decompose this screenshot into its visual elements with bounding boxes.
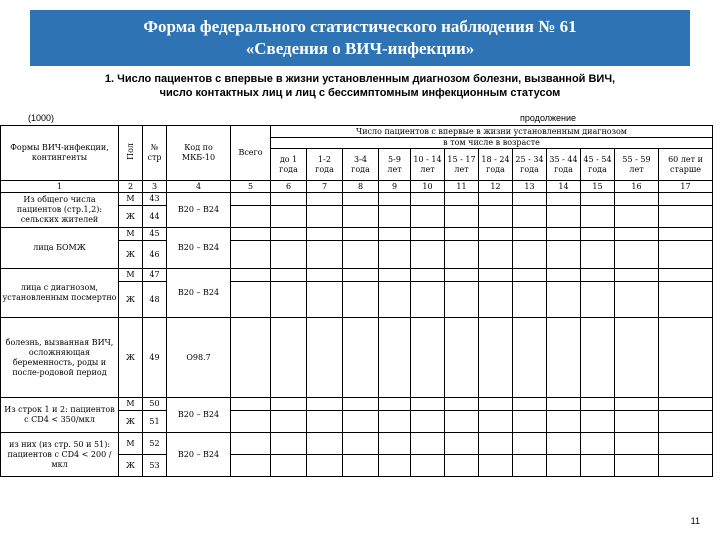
data-cell[interactable] (411, 206, 445, 228)
row-sex: М (119, 228, 143, 241)
header-age-6: 18 - 24 года (479, 149, 513, 181)
data-cell[interactable] (343, 269, 379, 282)
data-cell[interactable] (513, 228, 547, 241)
data-cell[interactable] (581, 228, 615, 241)
data-cell[interactable] (231, 282, 271, 318)
data-cell[interactable] (581, 455, 615, 477)
table-row (1, 398, 713, 411)
data-cell[interactable] (479, 241, 513, 269)
data-cell[interactable] (411, 455, 445, 477)
data-cell[interactable] (513, 282, 547, 318)
data-cell[interactable] (615, 193, 659, 206)
data-cell[interactable] (231, 398, 271, 411)
title-banner (30, 10, 690, 66)
row-number: 45 (143, 228, 167, 241)
column-number-1: 1 (1, 181, 119, 193)
header-age-11: 60 лет и старше (659, 149, 713, 181)
data-cell[interactable] (659, 206, 713, 228)
data-cell[interactable] (307, 433, 343, 455)
data-cell[interactable] (659, 455, 713, 477)
row-number: 50 (143, 398, 167, 411)
data-cell[interactable] (307, 193, 343, 206)
data-cell[interactable] (513, 241, 547, 269)
data-cell[interactable] (271, 228, 307, 241)
data-cell[interactable] (513, 455, 547, 477)
row-sex: Ж (119, 318, 143, 398)
data-cell[interactable] (615, 411, 659, 433)
data-cell[interactable] (411, 433, 445, 455)
data-cell[interactable] (343, 433, 379, 455)
data-cell[interactable] (659, 193, 713, 206)
row-icd-code: B20 – B24 (167, 193, 231, 228)
data-cell[interactable] (479, 206, 513, 228)
row-icd-code: B20 – B24 (167, 398, 231, 433)
data-cell[interactable] (231, 269, 271, 282)
data-cell[interactable] (379, 269, 411, 282)
column-number-14: 14 (547, 181, 581, 193)
header-total: Всего (231, 126, 271, 181)
header-age-0: до 1 года (271, 149, 307, 181)
data-cell[interactable] (615, 455, 659, 477)
data-cell[interactable] (379, 193, 411, 206)
header-age-1: 1-2 года (307, 149, 343, 181)
row-sex: Ж (119, 282, 143, 318)
data-cell[interactable] (445, 455, 479, 477)
data-cell[interactable] (659, 228, 713, 241)
data-cell[interactable] (307, 228, 343, 241)
data-cell[interactable] (445, 269, 479, 282)
data-cell[interactable] (445, 193, 479, 206)
data-cell[interactable] (445, 282, 479, 318)
data-cell[interactable] (513, 318, 547, 398)
header-age-3: 5-9 лет (379, 149, 411, 181)
column-number-13: 13 (513, 181, 547, 193)
data-cell[interactable] (411, 193, 445, 206)
data-cell[interactable] (271, 455, 307, 477)
data-cell[interactable] (231, 228, 271, 241)
column-number-3: 3 (143, 181, 167, 193)
data-cell[interactable] (231, 411, 271, 433)
data-cell[interactable] (307, 398, 343, 411)
data-cell[interactable] (411, 411, 445, 433)
data-cell[interactable] (547, 455, 581, 477)
data-cell[interactable] (479, 455, 513, 477)
statistics-table (0, 125, 713, 477)
data-cell[interactable] (411, 398, 445, 411)
data-cell[interactable] (379, 455, 411, 477)
data-cell[interactable] (307, 269, 343, 282)
data-cell[interactable] (343, 455, 379, 477)
title-line-2: «Сведения о ВИЧ-инфекции» (245, 39, 475, 58)
data-cell[interactable] (479, 398, 513, 411)
column-number-5: 5 (231, 181, 271, 193)
data-cell[interactable] (513, 193, 547, 206)
data-cell[interactable] (581, 206, 615, 228)
data-cell[interactable] (513, 411, 547, 433)
row-sex: Ж (119, 206, 143, 228)
data-cell[interactable] (231, 241, 271, 269)
data-cell[interactable] (307, 282, 343, 318)
subtitle-line-1: 1. Число пациентов с впервые в жизни установленным диагнозом болезни, вызванной ВИЧ, (104, 73, 616, 85)
column-number-7: 7 (307, 181, 343, 193)
data-cell[interactable] (581, 269, 615, 282)
data-cell[interactable] (231, 455, 271, 477)
header-icd-code: Код по МКБ-10 (167, 126, 231, 181)
data-cell[interactable] (271, 269, 307, 282)
data-cell[interactable] (231, 318, 271, 398)
data-cell[interactable] (271, 206, 307, 228)
data-cell[interactable] (581, 318, 615, 398)
data-cell[interactable] (547, 398, 581, 411)
data-cell[interactable] (581, 193, 615, 206)
table-row (1, 433, 713, 455)
data-cell[interactable] (231, 433, 271, 455)
row-sex: Ж (119, 241, 143, 269)
data-cell[interactable] (615, 398, 659, 411)
column-number-11: 11 (445, 181, 479, 193)
data-cell[interactable] (547, 241, 581, 269)
data-cell[interactable] (271, 433, 307, 455)
data-cell[interactable] (581, 398, 615, 411)
data-cell[interactable] (615, 269, 659, 282)
data-cell[interactable] (581, 241, 615, 269)
row-group-label: лица с диагнозом, установленным посмертно (1, 269, 119, 318)
row-number: 51 (143, 411, 167, 433)
table-row (1, 193, 713, 206)
row-icd-code: B20 – B24 (167, 269, 231, 318)
header-row-number: № стр (143, 126, 167, 181)
data-cell[interactable] (547, 206, 581, 228)
row-sex: М (119, 433, 143, 455)
data-cell[interactable] (547, 282, 581, 318)
data-cell[interactable] (343, 206, 379, 228)
data-cell[interactable] (479, 228, 513, 241)
column-number-4: 4 (167, 181, 231, 193)
data-cell[interactable] (411, 241, 445, 269)
row-number: 43 (143, 193, 167, 206)
row-sex: М (119, 398, 143, 411)
data-cell[interactable] (659, 398, 713, 411)
header-sex (119, 126, 143, 181)
data-cell[interactable] (379, 206, 411, 228)
data-cell[interactable] (513, 398, 547, 411)
data-cell[interactable] (659, 411, 713, 433)
page-number: 11 (690, 516, 700, 526)
table-row (1, 269, 713, 282)
data-cell[interactable] (479, 411, 513, 433)
table-row (1, 228, 713, 241)
data-cell[interactable] (615, 241, 659, 269)
column-number-10: 10 (411, 181, 445, 193)
data-cell[interactable] (479, 318, 513, 398)
row-number: 52 (143, 433, 167, 455)
data-cell[interactable] (547, 193, 581, 206)
row-number: 53 (143, 455, 167, 477)
data-cell[interactable] (271, 411, 307, 433)
column-number-row (1, 181, 713, 193)
data-cell[interactable] (659, 433, 713, 455)
data-cell[interactable] (411, 282, 445, 318)
data-cell[interactable] (659, 241, 713, 269)
data-cell[interactable] (307, 318, 343, 398)
data-cell[interactable] (615, 433, 659, 455)
column-number-8: 8 (343, 181, 379, 193)
header-forms: Формы ВИЧ-инфекции, контингенты (1, 126, 119, 181)
header-age-7: 25 - 34 года (513, 149, 547, 181)
row-group-label: Из общего числа пациентов (стр.1,2): сельских жителей (1, 193, 119, 228)
data-cell[interactable] (343, 398, 379, 411)
row-sex: М (119, 269, 143, 282)
data-cell[interactable] (379, 398, 411, 411)
column-number-17: 17 (659, 181, 713, 193)
data-cell[interactable] (547, 433, 581, 455)
header-group-ages: в том числе в возрасте (271, 138, 713, 149)
data-cell[interactable] (547, 411, 581, 433)
data-cell[interactable] (581, 282, 615, 318)
header-age-9: 45 - 54 года (581, 149, 615, 181)
data-cell[interactable] (547, 318, 581, 398)
data-cell[interactable] (513, 206, 547, 228)
data-cell[interactable] (547, 269, 581, 282)
column-number-15: 15 (581, 181, 615, 193)
data-cell[interactable] (445, 206, 479, 228)
column-number-12: 12 (479, 181, 513, 193)
data-cell[interactable] (343, 411, 379, 433)
data-cell[interactable] (379, 241, 411, 269)
data-cell[interactable] (615, 206, 659, 228)
data-cell[interactable] (615, 318, 659, 398)
row-group-label: из них (из стр. 50 и 51): пациентов с CD4 < 200 /мкл (1, 433, 119, 477)
column-number-6: 6 (271, 181, 307, 193)
data-cell[interactable] (547, 228, 581, 241)
row-number: 48 (143, 282, 167, 318)
data-cell[interactable] (411, 318, 445, 398)
data-cell[interactable] (479, 193, 513, 206)
data-cell[interactable] (271, 193, 307, 206)
row-group-label: лица БОМЖ (1, 228, 119, 269)
title-line-1: Форма федерального статистического наблюдения № 61 (143, 17, 577, 36)
data-cell[interactable] (445, 398, 479, 411)
header-age-8: 35 - 44 года (547, 149, 581, 181)
data-cell[interactable] (479, 282, 513, 318)
data-cell[interactable] (581, 433, 615, 455)
data-cell[interactable] (307, 455, 343, 477)
data-cell[interactable] (343, 193, 379, 206)
unit-code: (1000) (28, 113, 55, 123)
header-age-2: 3-4 года (343, 149, 379, 181)
data-cell[interactable] (379, 282, 411, 318)
data-cell[interactable] (231, 193, 271, 206)
row-number: 44 (143, 206, 167, 228)
header-age-4: 10 - 14 лет (411, 149, 445, 181)
row-number: 46 (143, 241, 167, 269)
data-cell[interactable] (513, 433, 547, 455)
row-sex: Ж (119, 411, 143, 433)
data-cell[interactable] (445, 318, 479, 398)
data-cell[interactable] (271, 398, 307, 411)
data-cell[interactable] (445, 241, 479, 269)
row-sex: Ж (119, 455, 143, 477)
data-cell[interactable] (307, 241, 343, 269)
data-cell[interactable] (343, 282, 379, 318)
data-cell[interactable] (513, 269, 547, 282)
table-row (1, 318, 713, 398)
data-cell[interactable] (271, 241, 307, 269)
data-cell[interactable] (379, 318, 411, 398)
column-number-9: 9 (379, 181, 411, 193)
data-cell[interactable] (411, 228, 445, 241)
data-cell[interactable] (659, 269, 713, 282)
data-cell[interactable] (659, 318, 713, 398)
row-group-label: Из строк 1 и 2: пациентов с CD4 < 350/мкл (1, 398, 119, 433)
row-number: 47 (143, 269, 167, 282)
data-cell[interactable] (445, 411, 479, 433)
row-icd-code: O98.7 (167, 318, 231, 398)
data-cell[interactable] (271, 282, 307, 318)
data-cell[interactable] (231, 206, 271, 228)
column-number-16: 16 (615, 181, 659, 193)
data-cell[interactable] (307, 411, 343, 433)
header-age-5: 15 - 17 лет (445, 149, 479, 181)
data-cell[interactable] (411, 269, 445, 282)
data-cell[interactable] (479, 269, 513, 282)
data-cell[interactable] (445, 228, 479, 241)
column-number-2: 2 (119, 181, 143, 193)
subtitle-line-2: число контактных лиц и лиц с бессимптомным инфекционным статусом (159, 87, 561, 99)
data-cell[interactable] (379, 411, 411, 433)
data-cell[interactable] (379, 433, 411, 455)
continuation-label: продолжение (520, 113, 577, 123)
header-age-10: 55 - 59 лет (615, 149, 659, 181)
data-cell[interactable] (479, 433, 513, 455)
header-sex-text: Пол (125, 143, 135, 160)
data-cell[interactable] (343, 318, 379, 398)
data-cell[interactable] (379, 228, 411, 241)
data-cell[interactable] (615, 228, 659, 241)
data-cell[interactable] (581, 411, 615, 433)
data-cell[interactable] (659, 282, 713, 318)
row-icd-code: B20 – B24 (167, 433, 231, 477)
data-cell[interactable] (343, 241, 379, 269)
data-cell[interactable] (445, 433, 479, 455)
table-subtitle (60, 72, 660, 100)
row-sex: М (119, 193, 143, 206)
header-group-main: Число пациентов с впервые в жизни установленным диагнозом (271, 126, 713, 138)
row-icd-code: B20 – B24 (167, 228, 231, 269)
data-cell[interactable] (615, 282, 659, 318)
row-number: 49 (143, 318, 167, 398)
data-cell[interactable] (271, 318, 307, 398)
table-body (1, 193, 713, 477)
data-cell[interactable] (343, 228, 379, 241)
row-group-label: болезнь, вызванная ВИЧ, осложняющая беременность, роды и после-родовой период (1, 318, 119, 398)
data-cell[interactable] (307, 206, 343, 228)
